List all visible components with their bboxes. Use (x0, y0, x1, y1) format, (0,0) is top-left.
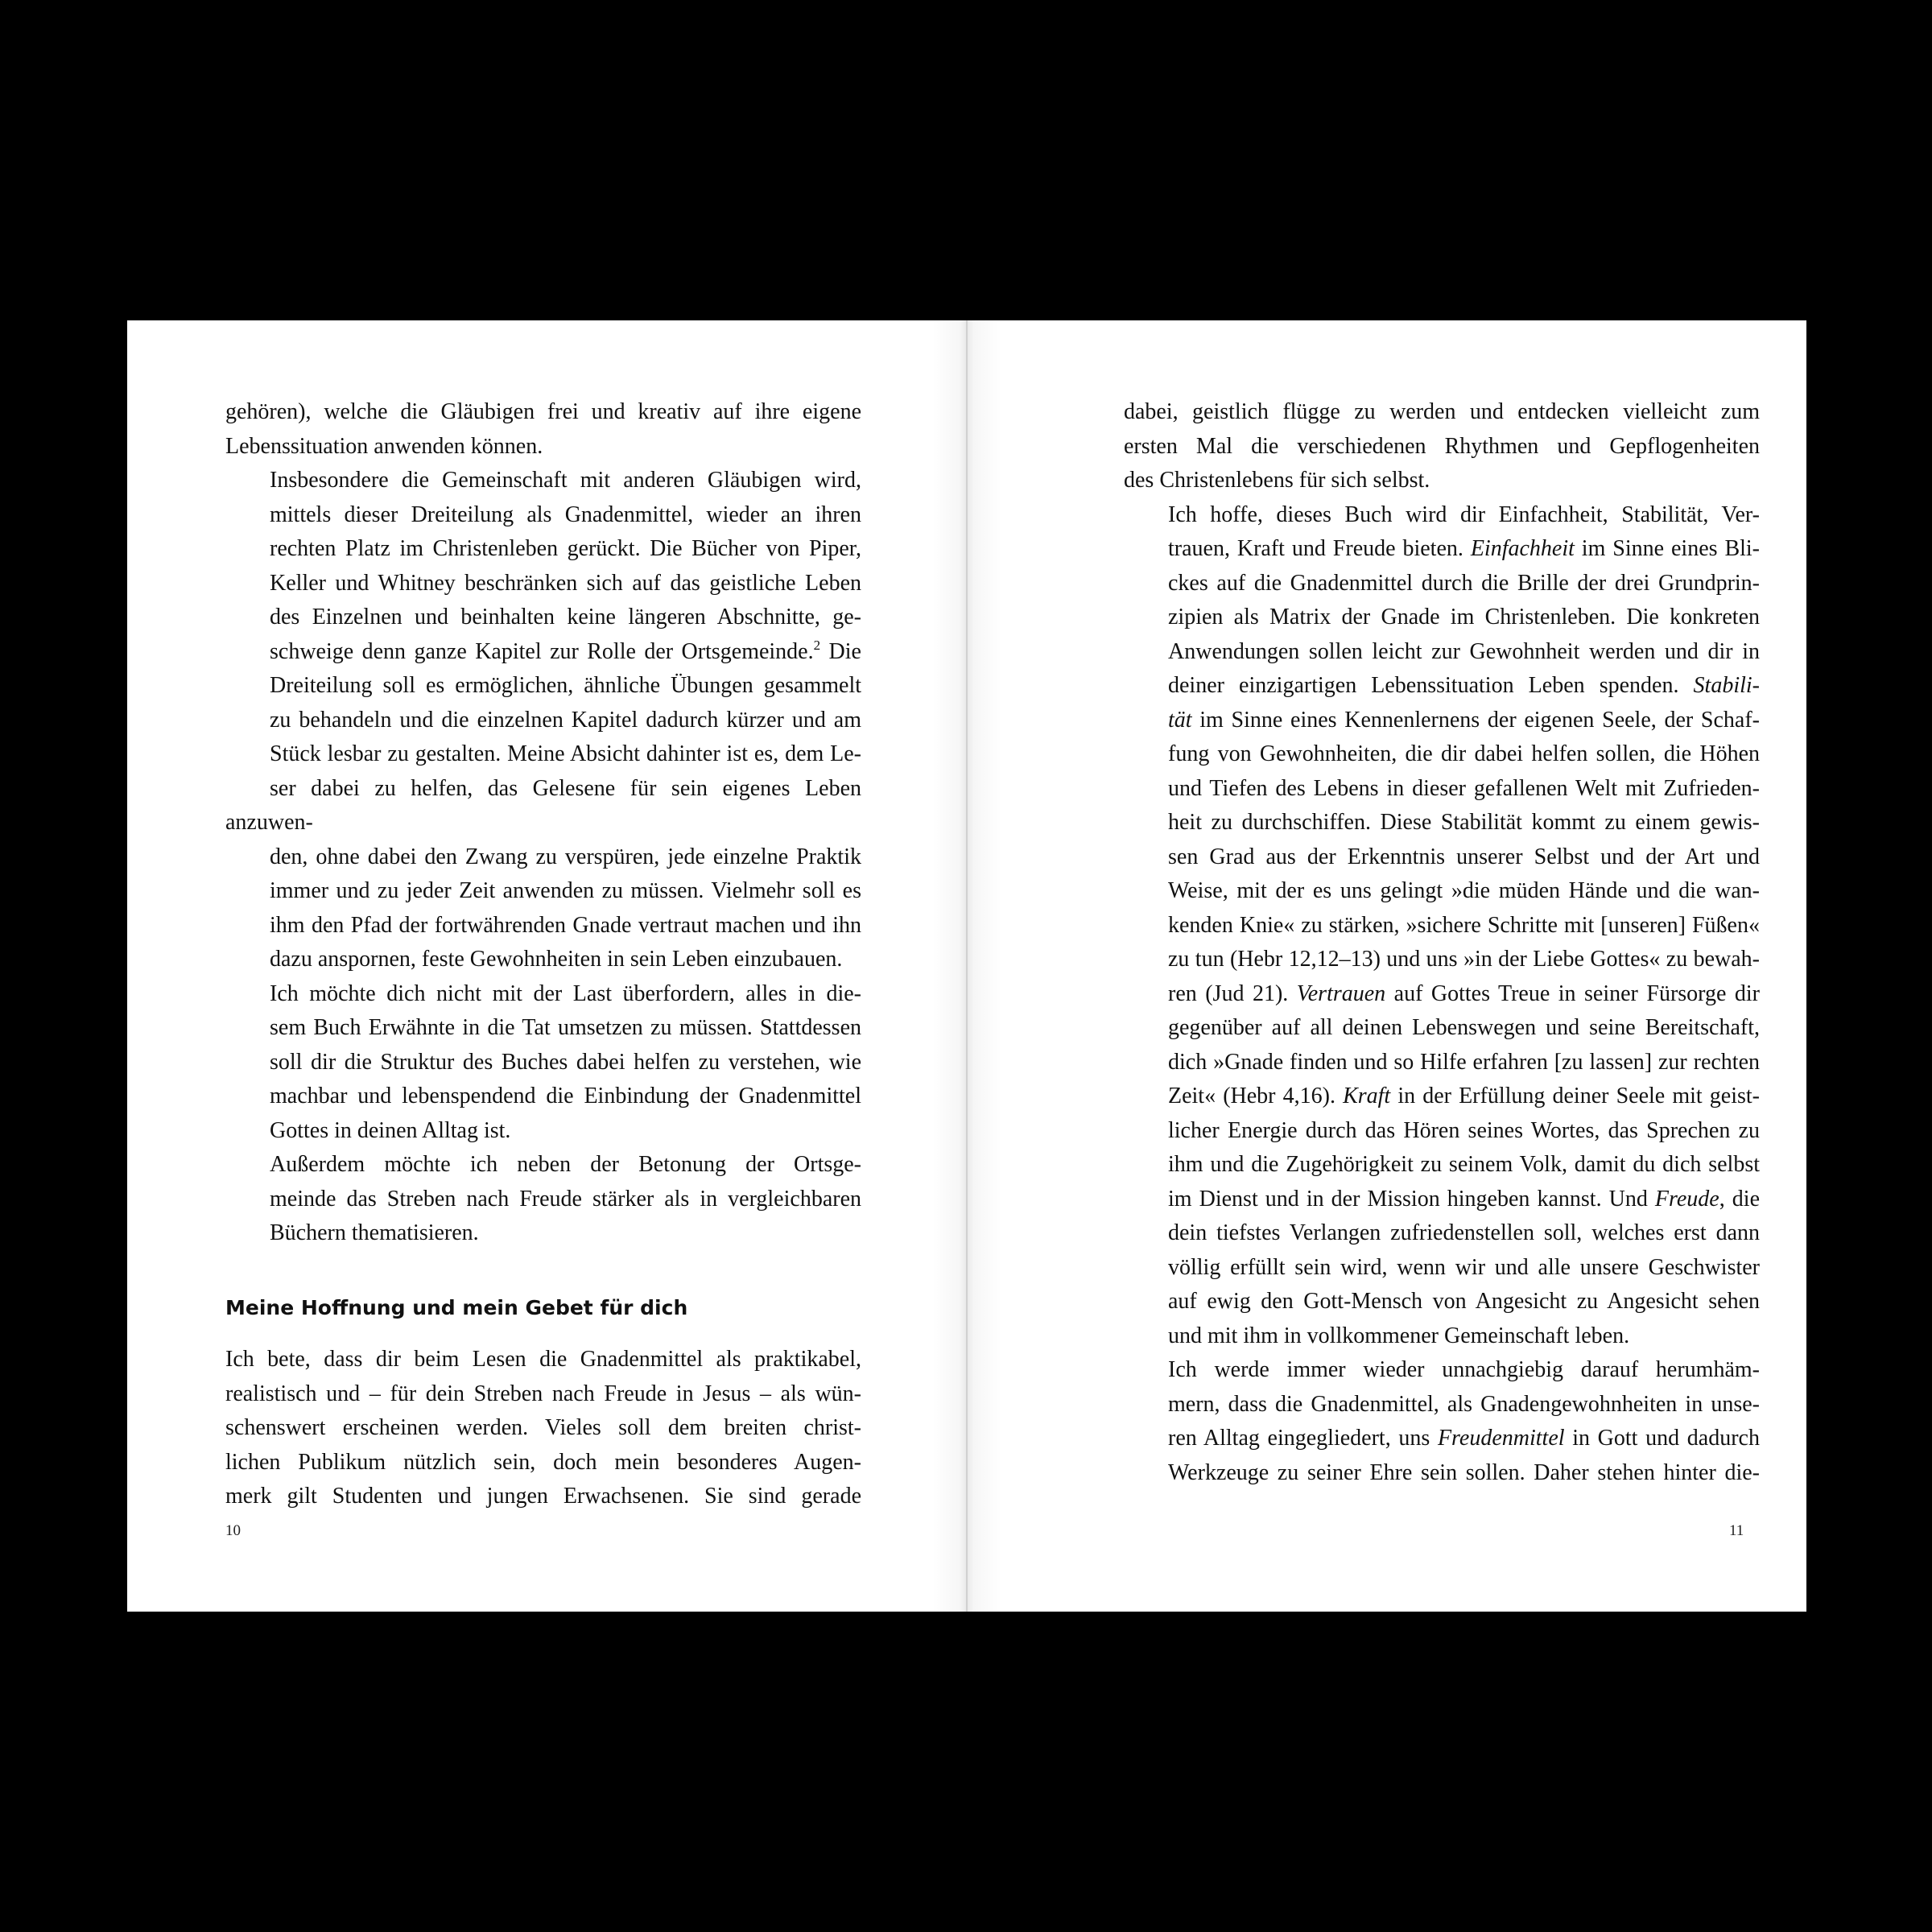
text-line: ihm den Pfad der fortwährenden Gnade vertraut machen und ihn (270, 912, 861, 938)
text-line: machbar und lebenspendend die Einbindung der Gnadenmittel (270, 1084, 861, 1108)
text-line: heit zu durchschiffen. Diese Stabilität kommt zu einem gewis- (1168, 810, 1760, 835)
text-line: rechten Platz im Christenleben gerückt. Die Bücher von Piper, (270, 536, 861, 561)
text-line: fung von Gewohnheiten, die dir dabei helfen sollen, die Höhen (1168, 741, 1760, 766)
paragraph (1124, 395, 1760, 498)
text-line: ihm und die Zugehörigkeit zu seinem Volk, damit du dich selbst (1168, 1152, 1760, 1177)
paragraph (1124, 498, 1760, 1354)
text-line (1124, 704, 1760, 738)
text-fragment: ren Alltag eingegliedert, uns (1168, 1426, 1438, 1451)
text-line: Stück lesbar zu gestalten. Meine Absicht dahinter ist es, dem Le- (270, 741, 861, 766)
text-line: ckes auf die Gnadenmittel durch die Brille der drei Grundprin- (1168, 570, 1760, 596)
text-line (1124, 669, 1760, 704)
emphasis: tät (1168, 707, 1192, 733)
text-line: dabei, geistlich flügge zu werden und entdecken vielleicht zum (1124, 399, 1760, 424)
emphasis: Einfachheit (1470, 536, 1575, 561)
text-line: lichen Publikum nützlich sein, doch mein besonderes Augen- (225, 1449, 861, 1475)
text-line: soll dir die Struktur des Buches dabei helfen zu verstehen, wie (270, 1049, 861, 1075)
text-line: den, ohne dabei den Zwang zu verspüren, jede einzelne Praktik (270, 844, 861, 869)
page-number: 10 (225, 1522, 241, 1539)
text-line: gegenüber auf all deinen Lebenswegen und seine Bereitschaft, (1168, 1015, 1760, 1040)
left-page-body (225, 395, 861, 1514)
text-line: Ich möchte dich nicht mit der Last überfordern, alles in die- (270, 980, 861, 1006)
text-line: dazu anspornen, feste Gewohnheiten in sein Leben einzubauen. (270, 947, 843, 972)
text-fragment: Die (820, 638, 861, 664)
text-line: Weise, mit der es uns gelingt »die müden Hände und die wan- (1168, 878, 1760, 903)
text-line: mittels dieser Dreiteilung als Gnadenmittel, wieder an ihren (270, 502, 861, 527)
text-line: immer und zu jeder Zeit anwenden zu müssen. Vielmehr soll es (270, 878, 861, 903)
text-line: Gottes in deinen Alltag ist. (270, 1117, 511, 1143)
text-fragment: auf Gottes Treue in seiner Fürsorge dir (1385, 980, 1760, 1006)
text-line: Lebenssituation anwenden können. (225, 433, 543, 459)
text-fragment: Zeit« (Hebr 4,16). (1168, 1084, 1344, 1108)
text-line (1124, 977, 1760, 1012)
paragraph (1124, 1353, 1760, 1490)
text-line: dein tiefstes Verlangen zufriedenstellen soll, welches erst dann (1168, 1220, 1760, 1245)
text-line: des Einzelnen und beinhalten keine längeren Abschnitte, ge- (270, 605, 861, 630)
text-line: Ich werde immer wieder unnachgiebig darauf herumhäm- (1168, 1357, 1760, 1382)
book-spread (127, 320, 1806, 1612)
text-fragment: im Sinne eines Kennenlernens der eigenen Seele, der Schaf- (1191, 707, 1760, 733)
text-fragment: deiner einzigartigen Lebenssituation Leben spenden. (1168, 673, 1694, 698)
emphasis: Vertrauen (1296, 980, 1386, 1006)
text-line (1124, 1183, 1760, 1217)
footnote-ref: 2 (813, 637, 821, 653)
text-fragment: in Gott und dadurch (1564, 1426, 1760, 1451)
text-line: merk gilt Studenten und jungen Erwachsenen. Sie sind gerade (225, 1484, 861, 1509)
text-line: Ich hoffe, dieses Buch wird dir Einfachheit, Stabilität, Ver- (1168, 502, 1760, 527)
text-line: Büchern thematisieren. (270, 1220, 479, 1245)
text-fragment: im Dienst und in der Mission hingeben kannst. Und (1168, 1186, 1655, 1212)
text-line: sen Grad aus der Erkenntnis unserer Selbst und der Art und (1168, 844, 1760, 869)
text-line: mern, dass die Gnadenmittel, als Gnadengewohnheiten in unse- (1168, 1391, 1760, 1417)
text-line: auf ewig den Gott-Mensch von Angesicht zu Angesicht sehen (1168, 1289, 1760, 1314)
text-line: Insbesondere die Gemeinschaft mit anderen Gläubigen wird, (270, 468, 861, 493)
text-line: zu behandeln und die einzelnen Kapitel dadurch kürzer und am (270, 707, 861, 733)
emphasis: Kraft (1343, 1084, 1391, 1108)
paragraph (225, 1343, 861, 1514)
text-line: dich »Gnade finden und so Hilfe erfahren [zu lassen] zur rechten (1168, 1049, 1760, 1075)
text-fragment: im Sinne eines Bli- (1574, 536, 1760, 561)
text-line: sem Buch Erwähnte in die Tat umsetzen zu müssen. Stattdessen (270, 1015, 861, 1040)
section-heading: Meine Hoffnung und mein Gebet für dich (225, 1295, 688, 1319)
text-line: zipien als Matrix der Gnade im Christenleben. Die konkreten (1168, 605, 1760, 630)
text-line: Außerdem möchte ich neben der Betonung der Ortsge- (270, 1152, 861, 1177)
left-page (127, 320, 967, 1612)
text-line: ersten Mal die verschiedenen Rhythmen und Gepflogenheiten (1124, 433, 1760, 459)
text-line: Anwendungen sollen leicht zur Gewohnheit werden und dir in (1168, 638, 1760, 664)
text-fragment: in der Erfüllung deiner Seele mit geist- (1390, 1084, 1760, 1108)
text-line (1124, 1422, 1760, 1456)
text-line: Dreiteilung soll es ermöglichen, ähnliche Übungen gesammelt (270, 673, 861, 698)
text-fragment: , die (1719, 1186, 1760, 1212)
text-line-with-footnote (225, 635, 861, 670)
emphasis: Freude (1654, 1186, 1719, 1212)
text-line: Keller und Whitney beschränken sich auf das geistliche Leben (270, 570, 861, 596)
text-line: kenden Knie« zu stärken, »sichere Schritte mit [unseren] Füßen« (1168, 912, 1760, 938)
text-line (1124, 532, 1760, 567)
text-fragment: ren (Jud 21). (1168, 980, 1297, 1006)
paragraph (225, 977, 861, 1149)
emphasis: Stabili- (1693, 673, 1760, 698)
text-line: meinde das Streben nach Freude stärker als in vergleichbaren (270, 1186, 861, 1212)
text-line: und Tiefen des Lebens in dieser gefallenen Welt mit Zufrieden- (1168, 775, 1760, 801)
paragraph (225, 1148, 861, 1251)
text-line: ser dabei zu helfen, das Gelesene für sein eigenes Leben anzuwen- (225, 775, 861, 835)
text-line: realistisch und – für dein Streben nach Freude in Jesus – als wün- (225, 1381, 861, 1406)
page-number: 11 (1729, 1522, 1744, 1539)
text-line: schenswert erscheinen werden. Vieles soll dem breiten christ- (225, 1415, 861, 1440)
text-line: gehören), welche die Gläubigen frei und kreativ auf ihre eigene (225, 399, 861, 424)
emphasis: Freudenmittel (1437, 1426, 1565, 1451)
text-fragment: schweige denn ganze Kapitel zur Rolle der Ortsgemeinde. (270, 638, 814, 664)
text-line (1124, 1080, 1760, 1114)
text-line: völlig erfüllt sein wird, wenn wir und alle unsere Geschwister (1168, 1254, 1760, 1280)
text-line: des Christenlebens für sich selbst. (1124, 468, 1430, 493)
paragraph (225, 464, 861, 977)
right-page (967, 320, 1806, 1612)
text-line: zu tun (Hebr 12,12–13) und uns »in der Liebe Gottes« zu bewah- (1168, 947, 1760, 972)
text-line: Ich bete, dass dir beim Lesen die Gnadenmittel als praktikabel, (225, 1347, 861, 1372)
text-line: Werkzeuge zu seiner Ehre sein sollen. Daher stehen hinter die- (1168, 1459, 1760, 1485)
text-line: licher Energie durch das Hören seines Wortes, das Sprechen zu (1168, 1117, 1760, 1143)
right-page-body (1124, 395, 1760, 1490)
text-line: und mit ihm in vollkommener Gemeinschaft leben. (1168, 1323, 1630, 1348)
text-fragment: trauen, Kraft und Freude bieten. (1168, 536, 1471, 561)
paragraph (225, 395, 861, 464)
